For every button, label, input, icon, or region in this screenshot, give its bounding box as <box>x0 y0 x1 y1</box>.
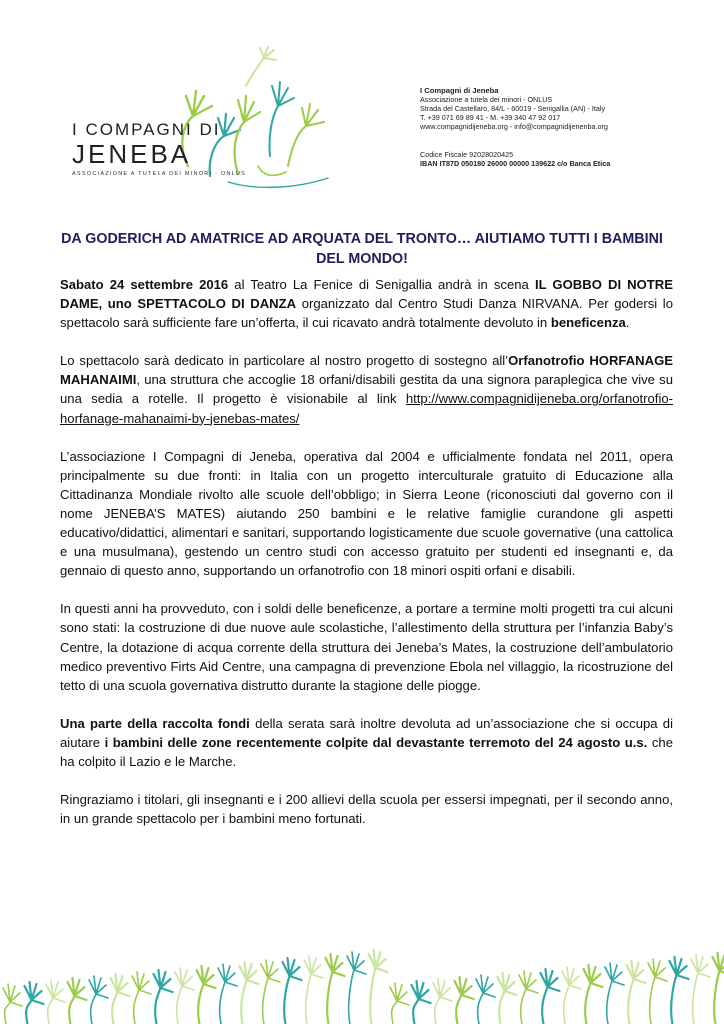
p1-text-3: . <box>625 315 630 331</box>
contact-web-email: www.compagnidijeneba.org - info@compagnidijenenba.org <box>420 122 608 131</box>
footer-hand-icon <box>68 978 87 1024</box>
fiscal-code: Codice Fiscale 92028020425 <box>420 150 514 159</box>
footer-hand-icon <box>605 963 624 1024</box>
iban: IBAN IT87D 050180 26000 00000 139622 c/o Banca Etica <box>420 159 611 168</box>
footer-hand-icon <box>648 959 667 1024</box>
footer-hand-icon <box>46 980 65 1024</box>
organization-logo <box>72 120 272 177</box>
footer-hand-icon <box>541 969 560 1024</box>
contact-address: Strada del Castellaro, 84/L - 60019 - Senigallia (AN) - Italy <box>420 104 606 113</box>
contact-org-name: I Compagni di Jeneba <box>420 86 499 95</box>
footer-hands-decoration <box>0 925 724 1024</box>
p5-bold-fundraising: Una parte della raccolta fondi <box>60 715 250 731</box>
document-body <box>60 275 673 847</box>
logo-line-2: JENEBA <box>72 139 192 169</box>
paragraph-2 <box>60 351 673 427</box>
footer-hand-icon <box>369 950 388 1024</box>
footer-hand-icon <box>412 981 431 1024</box>
footer-hand-icon <box>713 953 724 1024</box>
p1-bold-date: Sabato 24 settembre 2016 <box>60 277 229 292</box>
p2-text-1: Lo spettacolo sarà dedicato in particolare al nostro progetto di sostegno all’ <box>60 353 509 369</box>
footer-hand-icon <box>111 974 130 1024</box>
footer-hand-icon <box>240 962 259 1024</box>
footer-hand-icon <box>498 973 517 1024</box>
footer-hand-icon <box>326 954 345 1024</box>
project-link[interactable]: http://www.compagnidijeneba.org/orfanotrofio-horfanage-mahanaimi-by-jenebas-mates/ <box>60 391 673 426</box>
footer-hand-icon <box>433 979 452 1024</box>
p1-bold-charity: beneficenza <box>550 315 626 331</box>
footer-hand-icon <box>562 967 581 1024</box>
paragraph-6: Ringraziamo i titolari, gli insegnanti e i 200 allievi della scuola per essersi impegnati, per il secondo anno, in un grande spettacolo per i bambini meno fortunati. <box>60 792 673 827</box>
contact-description: Associazione a tutela dei minori - ONLUS <box>420 95 553 104</box>
p5-text-1: della serata sarà inoltre devoluta ad un’associazione che si occupa di aiutare <box>60 715 673 750</box>
paragraph-3: L’associazione I Compagni di Jeneba, operativa dal 2004 e ufficialmente fondata nel 2011, opera principalmente su due fronti: in Italia con un progetto interculturale gratuito di Educazione alla Cittadinanza Mondiale rivolto alle scuole dell’obbligo; in Sierra Leone (riconosciuti dal governo con il nome JENEBA’S MATES) aiutando 250 bambini e le relative famiglie curandone gli aspetti educativo/didattici, alimentari e sanitari, supportando logisticamente due scuole governative (una cattolica e una musulmana), gestendo un centro studi con accesso gratuito per studenti ed insegnanti e, da gennaio di questo anno, supportando un orfanotrofio con 18 minori ospiti orfani e disabili. <box>60 448 673 579</box>
paragraph-1 <box>60 275 673 332</box>
footer-hand-icon <box>347 952 366 1024</box>
footer-hand-icon <box>25 982 44 1024</box>
p1-text-2: organizzato dal Centro Studi Danza NIRVANA. Per godersi lo spettacolo sarà sufficiente fare un’offerta, il cui ricavato andrà totalmente devoluto in <box>60 296 673 331</box>
p5-text-2: che ha colpito il Lazio e le Marche. <box>60 734 673 769</box>
p5-bold-children: i bambini delle zone recentemente colpite dal devastante terremoto del 24 agosto u.s. <box>104 734 648 750</box>
footer-hand-icon <box>283 958 302 1024</box>
paragraph-5 <box>60 714 673 771</box>
paragraph-4: In questi anni ha provveduto, con i soldi delle beneficenze, a portare a termine molti progetti tra cui alcuni sono stati: la costruzione di due nuove aule scolastiche, l’allestimento della struttura per l’infanzia Baby’s Centre, la dotazione di acqua corrente della struttura dei Jeneba’s Mates, la costruzione dell’ambulatorio medico preventivo Firts Aid Centre, una campagna di prevenzione Ebola nel villaggio, la ricostruzione del tetto di una scuola governativa distrutto durante la stagione delle piogge. <box>60 601 673 693</box>
p1-bold-show: IL GOBBO DI NOTRE DAME, uno SPETTACOLO DI DANZA <box>60 277 673 312</box>
footer-hand-icon <box>691 955 710 1024</box>
footer-hand-icon <box>584 965 603 1024</box>
footer-hand-icon <box>519 971 538 1024</box>
letterhead <box>0 0 724 200</box>
footer-hand-icon <box>3 984 22 1024</box>
footer-hand-icon <box>261 960 280 1024</box>
footer-hand-icon <box>390 983 409 1024</box>
footer-hand-icon <box>455 977 474 1024</box>
p1-text-1: al Teatro La Fenice di Senigallia andrà in scena <box>228 277 535 292</box>
footer-hand-icon <box>627 961 646 1024</box>
contact-phone: T. +39 071 69 89 41 - M. +39 340 47 92 017 <box>420 113 561 122</box>
footer-hand-icon <box>89 976 108 1024</box>
footer-hand-icon <box>132 972 151 1024</box>
footer-hand-icon <box>154 970 173 1024</box>
page-title: DA GODERICH AD AMATRICE AD ARQUATA DEL TRONTO… AIUTIAMO TUTTI I BAMBINI DEL MONDO! <box>61 231 663 267</box>
footer-hand-icon <box>304 956 323 1024</box>
footer-hand-icon <box>175 968 194 1024</box>
contact-block <box>420 86 610 168</box>
footer-hand-icon <box>218 964 237 1024</box>
footer-hand-icon <box>670 957 689 1024</box>
footer-hand-icon <box>476 975 495 1024</box>
p2-text-2: , una struttura che accoglie 18 orfani/disabili gestita da una signora paraplegica che vive su una sedia a rotelle. Il progetto è visionabile al link <box>60 372 673 407</box>
logo-line-1: I COMPAGNI DI <box>72 120 221 139</box>
footer-hand-icon <box>197 966 216 1024</box>
logo-tagline: ASSOCIAZIONE A TUTELA DEI MINORI - ONLUS <box>72 171 247 177</box>
p2-bold-orphanage: Orfanotrofio HORFANAGE MAHANAIMI <box>60 353 673 388</box>
